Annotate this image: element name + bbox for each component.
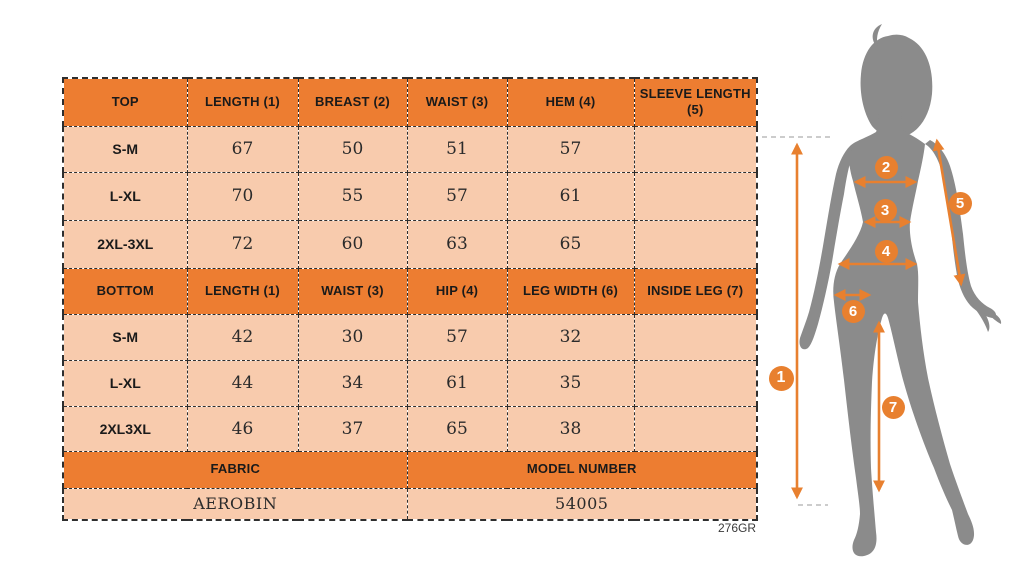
top-header-row: [63, 78, 757, 126]
value-cell: 57: [407, 172, 507, 220]
table-row: [63, 172, 757, 220]
value-cell: [634, 360, 757, 406]
value-cell: 51: [407, 126, 507, 172]
value-cell: 70: [187, 172, 298, 220]
measure-badge-7: 7: [882, 396, 905, 419]
value-cell: [634, 314, 757, 360]
value-cell: 32: [507, 314, 634, 360]
value-cell: 67: [187, 126, 298, 172]
fabric-label-cell: FABRIC: [63, 451, 407, 488]
footer-value-row: [63, 488, 757, 520]
table-row: [63, 406, 757, 451]
value-cell: 63: [407, 220, 507, 268]
value-cell: [634, 126, 757, 172]
table-row: [63, 220, 757, 268]
size-cell: S-M: [63, 314, 187, 360]
value-cell: 61: [407, 360, 507, 406]
header-cell: TOP: [63, 78, 187, 126]
value-cell: 50: [298, 126, 407, 172]
measure-badge-2: 2: [875, 156, 898, 179]
value-cell: 55: [298, 172, 407, 220]
measure-badge-1: 1: [769, 366, 794, 391]
model-number-label-cell: MODEL NUMBER: [407, 451, 757, 488]
value-cell: 57: [507, 126, 634, 172]
header-cell: BOTTOM: [63, 268, 187, 314]
measure-badge-6: 6: [842, 300, 865, 323]
value-cell: 38: [507, 406, 634, 451]
value-cell: 35: [507, 360, 634, 406]
bottom-header-row: [63, 268, 757, 314]
value-cell: 44: [187, 360, 298, 406]
value-cell: 46: [187, 406, 298, 451]
header-cell: WAIST (3): [298, 268, 407, 314]
female-silhouette-diagram: [754, 16, 1024, 576]
size-cell: S-M: [63, 126, 187, 172]
size-cell: L-XL: [63, 172, 187, 220]
value-cell: 34: [298, 360, 407, 406]
header-cell: HIP (4): [407, 268, 507, 314]
value-cell: 61: [507, 172, 634, 220]
header-cell: LENGTH (1): [187, 268, 298, 314]
value-cell: 72: [187, 220, 298, 268]
value-cell: 30: [298, 314, 407, 360]
table-row: [63, 314, 757, 360]
size-cell: 2XL3XL: [63, 406, 187, 451]
value-cell: [634, 220, 757, 268]
measure-badge-3: 3: [874, 199, 897, 222]
header-cell: BREAST (2): [298, 78, 407, 126]
header-cell: WAIST (3): [407, 78, 507, 126]
value-cell: [634, 172, 757, 220]
header-cell: LENGTH (1): [187, 78, 298, 126]
measure-badge-5: 5: [949, 192, 972, 215]
table-row: [63, 360, 757, 406]
sku-note: 276GR: [717, 521, 756, 535]
header-cell: HEM (4): [507, 78, 634, 126]
value-cell: 57: [407, 314, 507, 360]
measurement-figure: [754, 16, 1024, 576]
size-table: [62, 77, 758, 521]
measure-badge-4: 4: [875, 240, 898, 263]
model-number-value-cell: 54005: [407, 488, 757, 520]
value-cell: 65: [507, 220, 634, 268]
silhouette-shape: [799, 24, 1001, 556]
value-cell: 42: [187, 314, 298, 360]
value-cell: 65: [407, 406, 507, 451]
header-cell: INSIDE LEG (7): [634, 268, 757, 314]
size-cell: 2XL-3XL: [63, 220, 187, 268]
header-cell: LEG WIDTH (6): [507, 268, 634, 314]
table-row: [63, 126, 757, 172]
header-cell: SLEEVE LENGTH (5): [634, 78, 757, 126]
value-cell: [634, 406, 757, 451]
size-cell: L-XL: [63, 360, 187, 406]
value-cell: 37: [298, 406, 407, 451]
fabric-value-cell: AEROBIN: [63, 488, 407, 520]
value-cell: 60: [298, 220, 407, 268]
footer-header-row: [63, 451, 757, 488]
